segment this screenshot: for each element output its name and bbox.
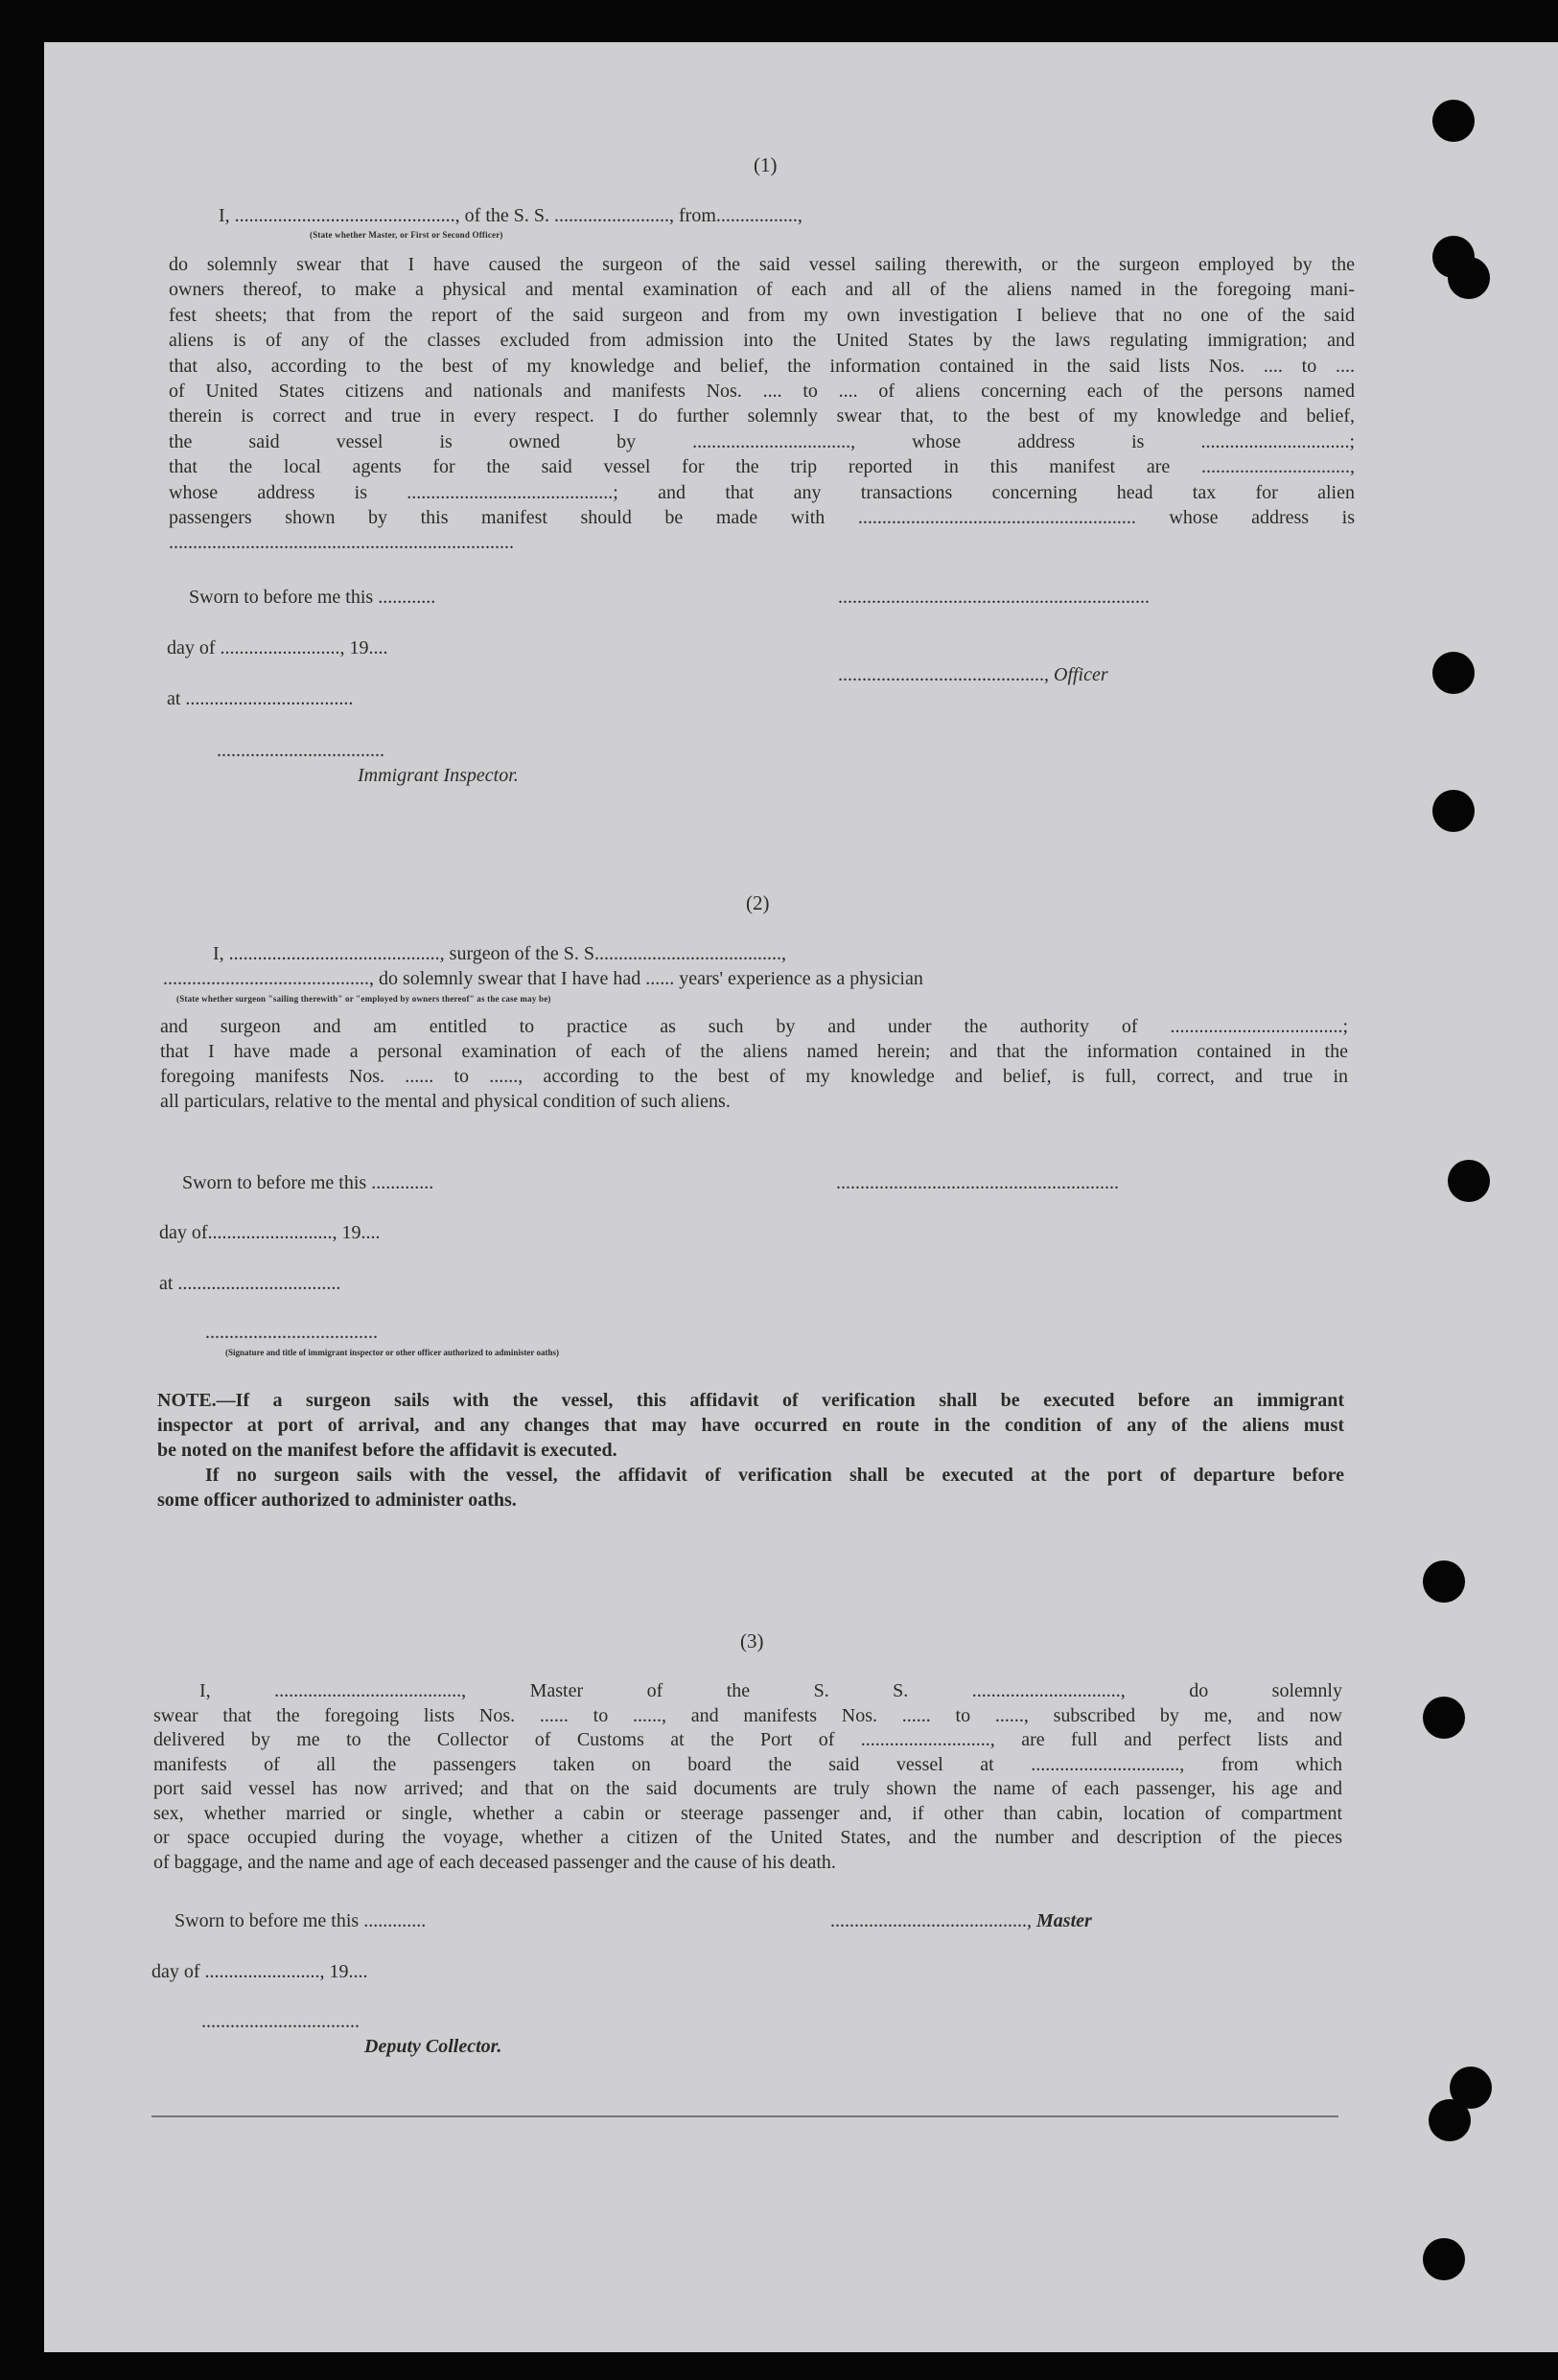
signature-line: ................................................................. [838,587,1150,608]
note-paragraph: NOTE.—If a surgeon sails with the vessel, this affidavit of verification shall be executed before an immigrant inspector at port of arrival, and any changes that may have occurred en route in the condition of any of the aliens must be noted on the manifest before the affidavit is executed. If no surgeon sails with the vessel, the affidavit of verification shall be executed at the port of departure before some officer authorized to administer oaths. [157,1390,1344,1511]
punch-hole [1432,652,1475,694]
field-caption: (State whether surgeon "sailing therewith" or "employed by owners thereof" as the case may be) [176,994,551,1004]
master-signature-line: ........................................., Master [830,1910,1092,1931]
day-line: day of.........................., 19.... [159,1222,381,1243]
section-number: (1) [754,153,778,176]
day-line: day of ........................., 19.... [167,637,388,659]
section-number: (2) [746,891,770,914]
master-line: I, .............................................., of the S. S. ........................, from................., [219,205,802,226]
punch-hole [1432,790,1475,832]
surgeon-paragraph: and surgeon and am entitled to practice as such by and under the authority of ....................................; that I have made a personal examination of each of the aliens named herein; and that the information contained in the foregoing manifests Nos. ...... to ......, according to the best of my knowledge and belief, is full, correct, and true in all particulars, relative to the mental and physical condition of such aliens. [160,1016,1348,1112]
punch-hole [1448,1160,1490,1202]
master-paragraph: I, ......................................., Master of the S. S. ..............................., do solemnly swear that the foregoing lists Nos. ...... to ......, and manifests Nos. ...... to ......, subscribed by me, and now delivered by me to the Collector of Customs at the Port of ..........................., are full and perfect lists and manifests of all the passengers taken on board the said vessel at ..............................., from which port said vessel has now arrived; and that on the said documents are truly shown the name of each passenger, his age and sex, whether married or single, whether a cabin or steerage passenger and, if other than cabin, location of compartment or space occupied during the voyage, whether a citizen of the United States, and the number and description of the pieces of baggage, and the name and age of each deceased passenger and the cause of his death. [153,1680,1342,1873]
section-number: (3) [740,1629,764,1652]
collector-signature-line: ................................. [201,2011,360,2032]
surgeon-oath-line: ..........................................., do solemnly swear that I have had ...... years' experience as a physician [163,968,923,989]
signature-caption: (Signature and title of immigrant inspector or other officer authorized to administer oaths) [225,1348,559,1357]
at-line: at .................................. [159,1273,341,1294]
surgeon-line: I, ............................................, surgeon of the S. S......................................., [213,943,786,964]
sworn-line: Sworn to before me this ............. [182,1172,434,1193]
officer-line: ..........................................., Officer [838,664,1108,685]
collector-label: Deputy Collector. [364,2036,502,2057]
punch-hole [1423,1560,1465,1603]
sworn-line: Sworn to before me this ............ [189,587,436,608]
punch-hole [1448,257,1490,299]
punch-hole [1423,2238,1465,2280]
day-line: day of ........................, 19.... [151,1961,368,1982]
signature-line: .................................... [205,1322,378,1343]
field-caption: (State whether Master, or First or Second Officer) [310,230,503,240]
inspector-label: Immigrant Inspector. [358,765,519,786]
punch-hole [1423,1697,1465,1739]
bottom-rule [151,2115,1338,2117]
signature-line: ........................................................... [836,1172,1119,1193]
at-line: at ................................... [167,688,354,709]
punch-hole [1429,2099,1471,2141]
punch-hole [1432,100,1475,142]
oath-paragraph: do solemnly swear that I have caused the surgeon of the said vessel sailing therewith, or the surgeon employed by the owners thereof, to make a physical and mental examination of each and all of the aliens named in the foregoing mani- fest sheets; that from the report of the said surgeon and from my own investigation I believe that no one of the said aliens is of any of the classes excluded from admission into the United States by the laws regulating immigration; and that also, according to the best of my knowledge and belief, the information contained in the said lists Nos. .... to .... of United States citizens and nationals and manifests Nos. .... to .... of aliens concerning each of the persons named therein is correct and true in every respect. I do further solemnly swear that, to the best of my knowledge and belief, the said vessel is owned by ................................., whose address is ...............................; that the local agents for the said vessel for the trip reported in this manifest are ..............................., whose address is ...........................................; and that any transactions concerning head tax for alien passengers shown by this manifest should be made with .......................................................... whose address is ........................................................................ [169,254,1355,554]
inspector-signature-line: ................................... [217,740,384,761]
sworn-line: Sworn to before me this ............. [174,1910,427,1931]
